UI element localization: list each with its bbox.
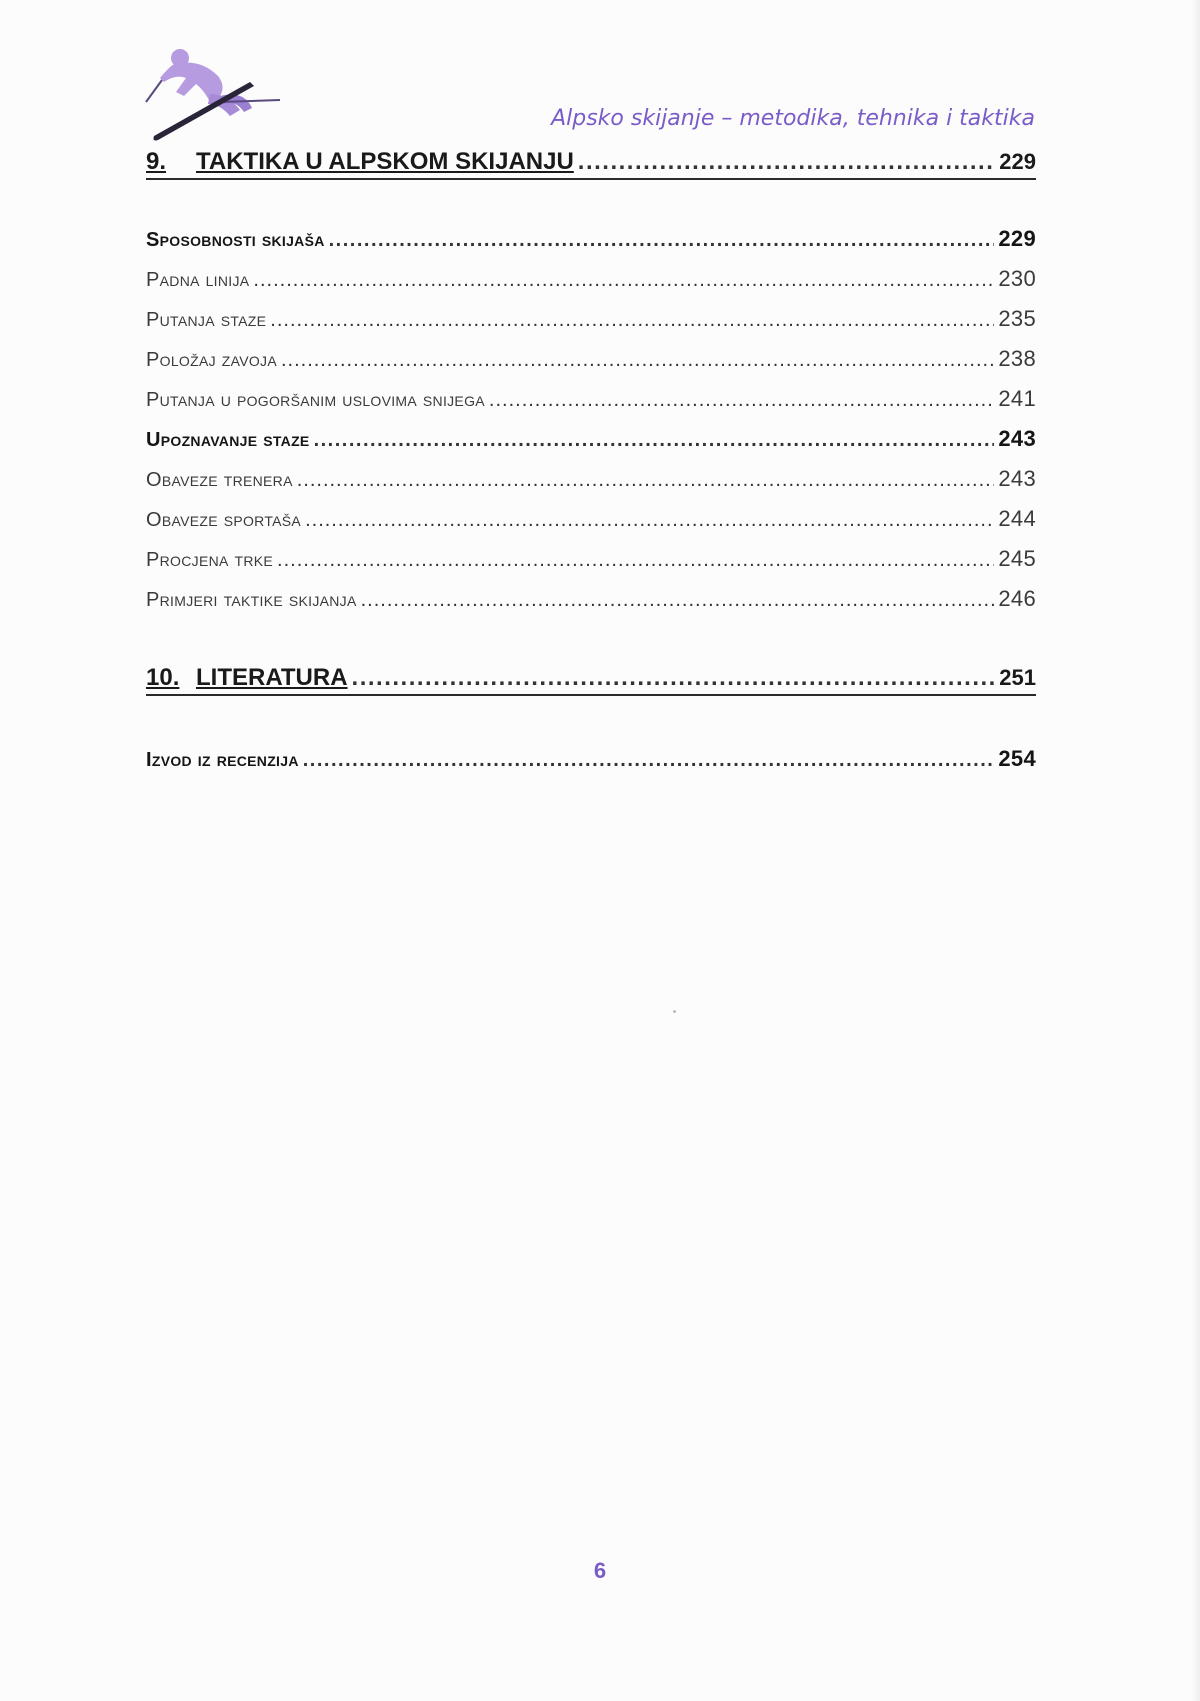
toc-entry-page: 254 — [998, 746, 1036, 771]
dot-leader — [303, 749, 995, 772]
chapter-page: 229 — [999, 149, 1036, 174]
chapter-title: LITERATURA — [196, 664, 348, 691]
toc-entry-label: Padna linija — [146, 269, 250, 291]
dot-leader — [297, 469, 995, 492]
toc-entry-label: Položaj zavoja — [146, 349, 277, 371]
toc-entry-label: Putanja staze — [146, 309, 267, 331]
toc-entry-page: 245 — [998, 546, 1036, 571]
dot-leader — [329, 229, 995, 252]
toc-entry-page: 241 — [998, 386, 1036, 411]
toc-entry-page: 243 — [998, 426, 1036, 451]
dot-leader — [314, 429, 995, 452]
toc-chapter-10[interactable] — [146, 664, 1036, 696]
dot-leader — [578, 148, 995, 176]
toc-entry-page: 235 — [998, 306, 1036, 331]
toc-entry[interactable] — [146, 386, 1036, 412]
toc-entry-label: Sposobnosti skijaša — [146, 229, 325, 251]
toc-entry-label: Obaveze sportaša — [146, 509, 302, 531]
dot-leader — [281, 349, 994, 372]
toc-entry[interactable] — [146, 506, 1036, 532]
skier-icon — [140, 38, 290, 148]
scan-speck — [673, 1010, 676, 1013]
toc-entry-label: Obaveze trenera — [146, 469, 293, 491]
toc-entry[interactable] — [146, 586, 1036, 612]
page-edge — [1192, 0, 1200, 1701]
toc-entry-page: 229 — [998, 226, 1036, 251]
toc-entry[interactable] — [146, 426, 1036, 452]
toc-review-excerpt[interactable] — [146, 746, 1036, 772]
toc-entry-page: 244 — [998, 506, 1036, 531]
dot-leader — [270, 309, 994, 332]
toc-entry[interactable] — [146, 466, 1036, 492]
dot-leader — [305, 509, 994, 532]
dot-leader — [352, 664, 996, 692]
toc-entry[interactable] — [146, 346, 1036, 372]
toc-entry-page: 238 — [998, 346, 1036, 371]
toc-entry-page: 246 — [998, 586, 1036, 611]
toc-entry[interactable] — [146, 306, 1036, 332]
toc-entry-label: Putanja u pogoršanim uslovima snijega — [146, 389, 485, 411]
chapter-page: 251 — [999, 665, 1036, 690]
toc-entry-label: Procjena trke — [146, 549, 274, 571]
chapter-number: 9. — [146, 148, 167, 175]
chapter-number: 10. — [146, 664, 180, 691]
running-header: Alpsko skijanje – metodika, tehnika i taktika — [551, 106, 1035, 131]
toc-entry-page: 243 — [998, 466, 1036, 491]
dot-leader — [277, 549, 994, 572]
toc-entry-page: 230 — [998, 266, 1036, 291]
dot-leader — [489, 389, 994, 412]
page-number: 6 — [593, 1558, 607, 1583]
toc-entry[interactable] — [146, 266, 1036, 292]
toc-entry-label: Upoznavanje staze — [146, 429, 310, 451]
dot-leader — [361, 589, 995, 612]
chapter-title: TAKTIKA U ALPSKOM SKIJANJU — [196, 148, 574, 175]
toc-entry[interactable] — [146, 226, 1036, 252]
toc-entry-label: Primjeri taktike skijanja — [146, 589, 357, 611]
toc-entry-label: Izvod iz recenzija — [146, 749, 299, 771]
toc-entry[interactable] — [146, 546, 1036, 572]
dot-leader — [253, 269, 994, 292]
toc-chapter-9[interactable] — [146, 148, 1036, 180]
